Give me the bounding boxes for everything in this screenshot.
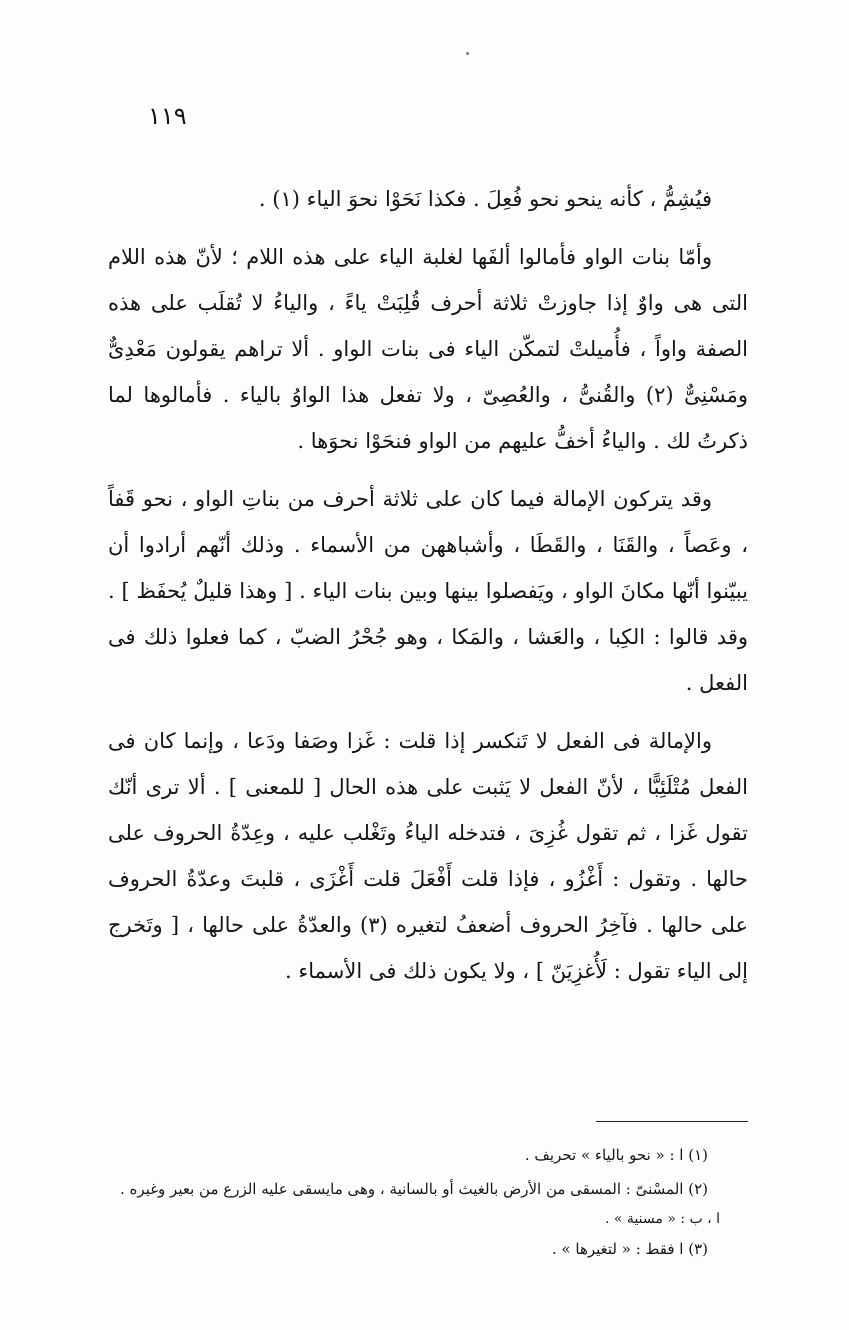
footnote-divider bbox=[596, 1121, 748, 1122]
main-text bbox=[108, 176, 748, 1006]
footnote-3: (٣) ا فقط : « لتغيرها » . bbox=[551, 1240, 708, 1258]
page-number: ١١٩ bbox=[148, 102, 187, 130]
footnote-2: (٢) المسْنىّ : المسقى من الأرض بالغيث أو بالسانية ، وهى مايسقى عليه الزرع من بعير وغيره . bbox=[120, 1180, 708, 1198]
paragraph-1: فيُشِمُّ ، كأنه ينحو نحو فُعِلَ . فكذا نَحَوْا نحوَ الياء (١) . bbox=[258, 187, 712, 211]
footnote-2-variant: ا ، ب : « مسنية » . bbox=[605, 1211, 720, 1227]
paragraph-3: وقد يتركون الإمالة فيما كان على ثلاثة أحرف من بناتِ الواو ، نحو قَفاً ، وعَصاً ، والقَنَا ، والقَطَا ، وأشباههن من الأسماء . وذلك أنّهم أرادوا أن يبيّنوا أنّها مكانَ الواو ، ويَفصلوا بينها وبين بنات الياء . [ وهذا قليلٌ يُحفَظ ] . وقد قالوا : الكِبا ، والعَشا ، والمَكا ، وهو جُحْرُ الضبّ ، كما فعلوا ذلك فى الفعل . bbox=[108, 487, 748, 695]
paragraph-2: وأمّا بنات الواو فأمالوا ألفَها لغلبة الياء على هذه اللام ؛ لأنّ هذه اللام التى هى واوٌ إذا جاوزتْ ثلاثة أحرف قُلِبَتْ ياءً ، والياءُ لا تُقلَب على هذه الصفة واواً ، فأُميلتْ لتمكّن الياء فى بنات الواو . ألا تراهم يقولون مَعْدِىٌّ ومَسْنِىٌّ (٢) والقُنىُّ ، والعُصِىّ ، ولا تفعل هذا الواوُ بالياء . فأمالوها لما ذكرتُ لك . والياءُ أخفُّ عليهم من الواو فنحَوْا نحوَها . bbox=[108, 245, 748, 453]
paragraph-4: والإمالة فى الفعل لا تَنكسر إذا قلت : غَزا وصَفا ودَعا ، وإنما كان فى الفعل مُتْلَئِبًّا ، لأنّ الفعل لا يَثبت على هذه الحال [ للمعنى ] . ألا ترى أنّك تقول غَزا ، ثم تقول غُزِىَ ، فتدخله الياءُ وتَغْلب عليه ، وعِدّةُ الحروف على حالها . وتقول : أَغْزُو ، فإذا قلت أَفْعَلَ قلت أَغْزَى ، قلبتَ وعدّةُ الحروف على حالها . فآخِرُ الحروف أضعفُ لتغيره (٣) والعدّةُ على حالها ، [ وتَخرج إلى الياء تقول : لَأُغزِيَنّ ] ، ولا يكون ذلك فى الأسماء . bbox=[108, 729, 748, 983]
footnote-1: (١) ا : « نحو بالياء » تحريف . bbox=[524, 1146, 708, 1164]
footnotes bbox=[100, 1138, 720, 1266]
scan-speck bbox=[466, 52, 469, 55]
